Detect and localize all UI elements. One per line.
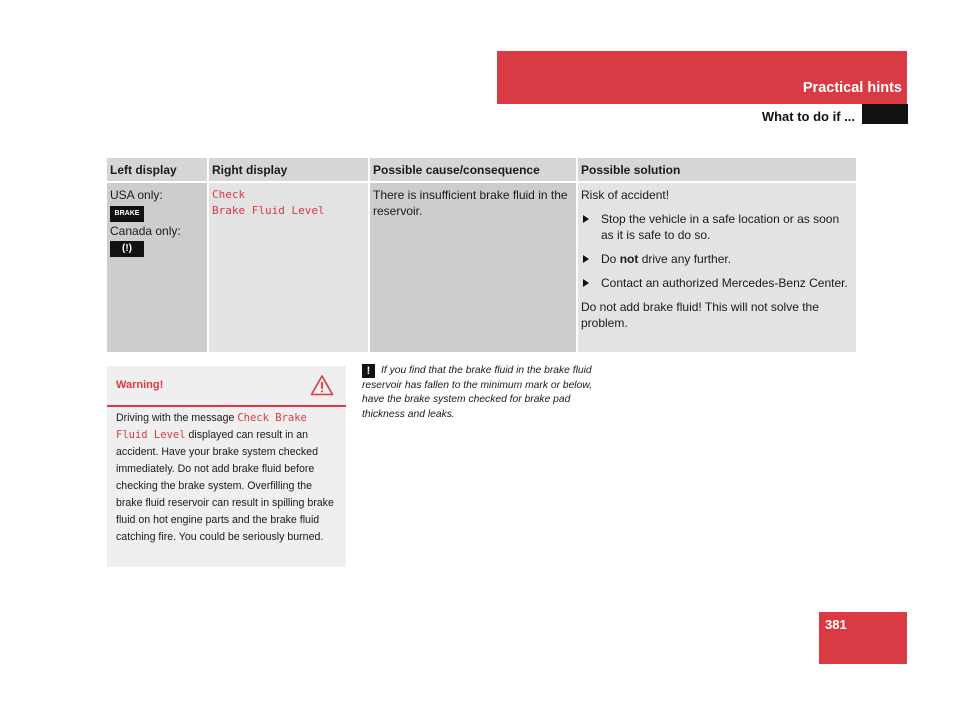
brake-circle-warning-lamp-icon: (!): [110, 241, 144, 257]
col-header-cause: Possible cause/consequence: [369, 158, 577, 182]
exclamation-icon: !: [362, 364, 375, 378]
subsection-title: What to do if ...: [761, 109, 855, 124]
bullet-arrow-icon: [583, 215, 589, 223]
solution-step-emphasis: not: [619, 252, 639, 266]
solution-step-text: Do: [601, 252, 617, 266]
section-title: Practical hints: [802, 80, 902, 96]
warning-triangle-icon: [310, 374, 334, 401]
solution-step-text: Contact an authorized Mercedes-Benz Center.: [601, 276, 848, 290]
brake-warning-lamp-icon: BRAKE: [110, 206, 144, 222]
cause-cell: There is insufficient brake fluid in the reservoir.: [369, 182, 577, 352]
canada-only-label: Canada only:: [110, 224, 181, 238]
note-text: If you find that the brake fluid in the brake fluid reservoir has fallen to the minimum mark or below, have the brake system checked for brake pad thickness and leaks.: [362, 365, 593, 420]
warning-text-after: displayed can result in an accident. Have your brake system checked immediately. Do not add brake fluid before checking the brake system. Overfilling the brake fluid reservoir can result in spilling brake fluid on hot engine parts and the brake fluid catching fire. You could be seriously burned.: [116, 429, 334, 543]
bullet-arrow-icon: [583, 279, 589, 287]
right-display-line-1: Check: [212, 188, 246, 201]
display-messages-table: [107, 158, 856, 352]
note-paragraph: [362, 364, 612, 422]
solution-step: [581, 275, 853, 291]
right-display-line-2: Brake Fluid Level: [212, 204, 325, 217]
section-header-band: [497, 51, 907, 104]
solution-step-text: drive any further.: [641, 252, 732, 266]
warning-text-before: Driving with the message: [116, 412, 235, 424]
solution-cell: [577, 182, 856, 352]
solution-step: [581, 251, 853, 267]
solution-step-text: Stop the vehicle in a safe location or as soon as it is safe to do so.: [601, 212, 840, 242]
warning-text: [107, 407, 346, 546]
solution-step: [581, 211, 853, 243]
right-display-cell: [208, 182, 369, 352]
warning-title: Warning!: [116, 379, 164, 391]
warning-header: [107, 366, 346, 407]
left-display-cell: [107, 182, 208, 352]
warning-box: [107, 366, 346, 567]
table-header-row: [107, 158, 856, 182]
warning-message: Check Brake Fluid Level: [116, 412, 307, 441]
page-number-box: [819, 612, 907, 664]
solution-intro: Risk of accident!: [581, 188, 670, 202]
col-header-left-display: Left display: [107, 158, 208, 182]
col-header-solution: Possible solution: [577, 158, 856, 182]
page-number: 381: [825, 617, 847, 632]
solution-note: Do not add brake fluid! This will not solve the problem.: [581, 300, 819, 330]
usa-only-label: USA only:: [110, 188, 163, 202]
col-header-right-display: Right display: [208, 158, 369, 182]
section-tab-marker: [862, 104, 908, 124]
table-row: [107, 182, 856, 352]
bullet-arrow-icon: [583, 255, 589, 263]
